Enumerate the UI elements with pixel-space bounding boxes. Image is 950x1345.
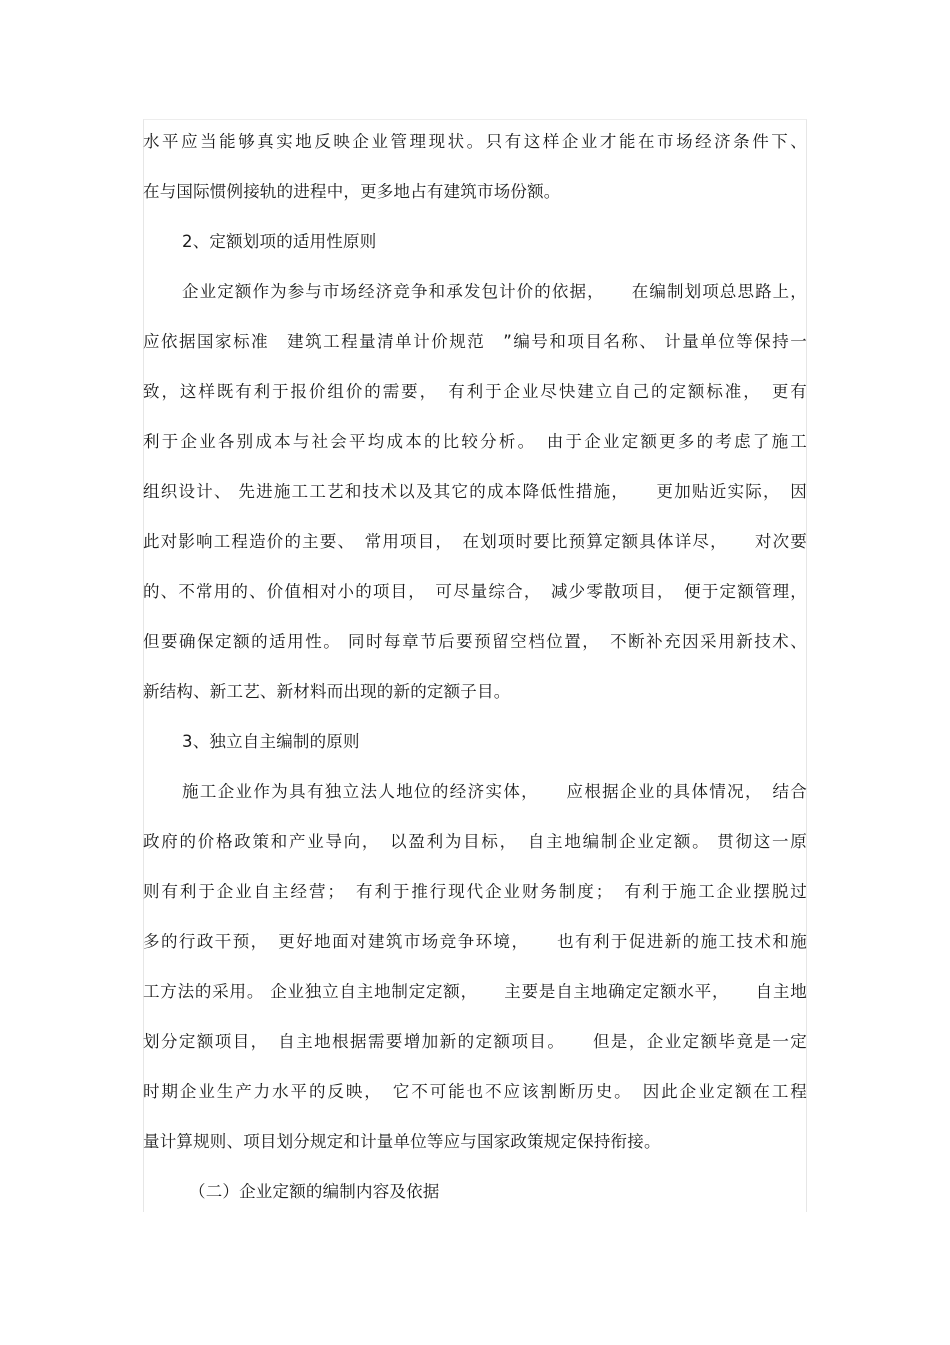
paragraph-line: 时期企业生产力水平的反映， 它不可能也不应该割断历史。 因此企业定额在工程 [143, 1082, 807, 1101]
paragraph-line: 则有利于企业自主经营； 有利于推行现代企业财务制度； 有利于施工企业摆脱过 [143, 882, 807, 901]
paragraph-line: 利于企业各别成本与社会平均成本的比较分析。 由于企业定额更多的考虑了施工 [143, 432, 807, 451]
paragraph-line: 量计算规则、项目划分规定和计量单位等应与国家政策规定保持衔接。 [143, 1132, 661, 1151]
paragraph-line: 致，这样既有利于报价组价的需要， 有利于企业尽快建立自己的定额标准， 更有 [143, 382, 807, 401]
paragraph-line: 在与国际惯例接轨的进程中，更多地占有建筑市场份额。 [143, 182, 561, 201]
paragraph-line: 水平应当能够真实地反映企业管理现状。只有这样企业才能在市场经济条件下、 [143, 132, 807, 151]
paragraph-line: 多的行政干预， 更好地面对建筑市场竞争环境， 也有利于促进新的施工技术和施 [143, 932, 807, 951]
paragraph-line: 但要确保定额的适用性。 同时每章节后要预留空档位置， 不断补充因采用新技术、 [143, 632, 807, 651]
section-heading: 3、独立自主编制的原则 [182, 732, 360, 751]
paragraph-line: 工方法的采用。 企业独立自主地制定定额， 主要是自主地确定定额水平， 自主地 [143, 982, 807, 1001]
paragraph-line: 施工企业作为具有独立法人地位的经济实体， 应根据企业的具体情况， 结合 [182, 782, 807, 801]
paragraph-line: 组织设计、 先进施工工艺和技术以及其它的成本降低性措施， 更加贴近实际， 因 [143, 482, 807, 501]
paragraph-line: 企业定额作为参与市场经济竞争和承发包计价的依据， 在编制划项总思路上， [182, 282, 807, 301]
document-body [143, 125, 807, 1225]
section-heading: （二）企业定额的编制内容及依据 [189, 1182, 440, 1201]
paragraph-line: 应依据国家标准 建筑工程量清单计价规范 ”编号和项目名称、 计量单位等保持一 [143, 332, 807, 351]
section-heading: 2、定额划项的适用性原则 [182, 232, 377, 251]
paragraph-line: 政府的价格政策和产业导向， 以盈利为目标， 自主地编制企业定额。 贯彻这一原 [143, 832, 807, 851]
paragraph-line: 的、不常用的、价值相对小的项目， 可尽量综合， 减少零散项目， 便于定额管理， [143, 582, 807, 601]
paragraph-line: 此对影响工程造价的主要、 常用项目， 在划项时要比预算定额具体详尽， 对次要 [143, 532, 807, 551]
paragraph-line: 划分定额项目， 自主地根据需要增加新的定额项目。 但是，企业定额毕竟是一定 [143, 1032, 807, 1051]
paragraph-line: 新结构、新工艺、新材料而出现的新的定额子目。 [143, 682, 511, 701]
